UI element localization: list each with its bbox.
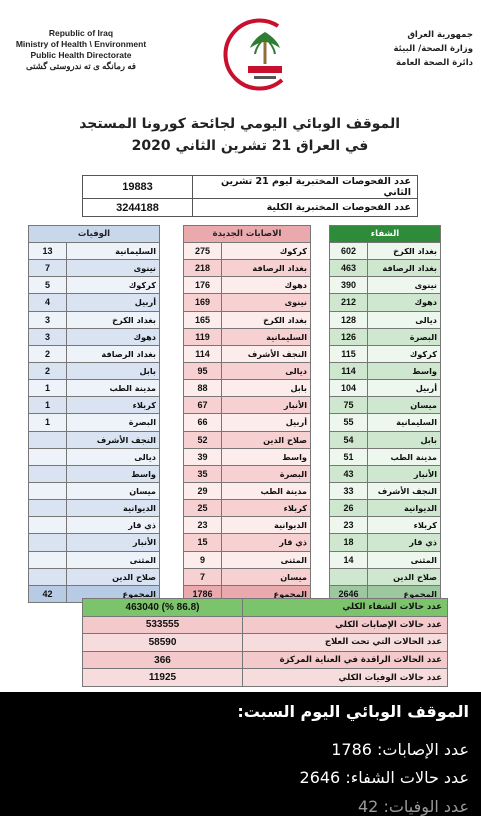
- recovered-place: بغداد الكرخ: [368, 243, 441, 260]
- deaths-row: [29, 534, 160, 551]
- deaths-row: [29, 551, 160, 568]
- new-cases-row: [184, 534, 311, 551]
- deaths-count: [29, 448, 67, 465]
- new-cases-count: 218: [184, 260, 222, 277]
- recovered-row: [330, 277, 441, 294]
- recovered-count: 55: [330, 414, 368, 431]
- recovered-place: البصرة: [368, 328, 441, 345]
- deaths-count: [29, 465, 67, 482]
- summary-row: [83, 669, 448, 687]
- new-cases-row: [184, 345, 311, 362]
- header-line: Public Health Directorate: [30, 50, 132, 60]
- recovered-count: 14: [330, 551, 368, 568]
- recovered-place: السليمانية: [368, 414, 441, 431]
- deaths-place: السليمانية: [67, 243, 160, 260]
- new-cases-total-value: 1786: [184, 585, 222, 602]
- recovered-place: ميسان: [368, 397, 441, 414]
- new-cases-row: [184, 311, 311, 328]
- deaths-row: [29, 243, 160, 260]
- summary-value: (86.8 %) 463040: [83, 599, 243, 617]
- header-line: دائرة الصحة العامة: [396, 58, 473, 68]
- new-cases-count: 114: [184, 345, 222, 362]
- deaths-place: بغداد الكرخ: [67, 311, 160, 328]
- deaths-row: [29, 431, 160, 448]
- recovered-count: 54: [330, 431, 368, 448]
- deaths-place: الأنبار: [67, 534, 160, 551]
- new-cases-count: 119: [184, 328, 222, 345]
- header-line: جمهورية العراق: [407, 30, 473, 40]
- deaths-count: [29, 534, 67, 551]
- deaths-row: [29, 465, 160, 482]
- new-cases-count: 275: [184, 243, 222, 260]
- deaths-row: [29, 277, 160, 294]
- recovered-row: [330, 551, 441, 568]
- report-title-line1: الموقف الوبائي اليومي لجائحة كورونا المستجد: [79, 116, 400, 132]
- header-line: فه رمانگه ی ته ندروستی گشتی: [26, 61, 136, 71]
- deaths-table: [28, 225, 160, 603]
- deaths-row: [29, 328, 160, 345]
- recovered-row: [330, 500, 441, 517]
- deaths-place: كركوك: [67, 277, 160, 294]
- deaths-count: 1: [29, 380, 67, 397]
- lab-tests-label: عدد الفحوصات المختبرية ليوم 21 تشرين الثاني: [193, 176, 418, 199]
- deaths-place: الديوانية: [67, 500, 160, 517]
- ministry-logo: [220, 18, 310, 90]
- deaths-total-label: المجموع: [67, 585, 160, 602]
- new-cases-row: [184, 380, 311, 397]
- summary-label: عدد حالات الإصابات الكلي: [243, 616, 448, 634]
- deaths-row: [29, 482, 160, 499]
- new-cases-row: [184, 294, 311, 311]
- lab-tests-value: 3244188: [83, 199, 193, 217]
- recovered-place: النجف الأشرف: [368, 482, 441, 499]
- new-cases-place: كركوك: [222, 243, 311, 260]
- new-cases-place: ميسان: [222, 568, 311, 585]
- caption-cases: عدد الإصابات: 1786: [331, 740, 469, 759]
- deaths-total-value: 42: [29, 585, 67, 602]
- deaths-place: ميسان: [67, 482, 160, 499]
- deaths-place: أربيل: [67, 294, 160, 311]
- deaths-header: الوفيات: [29, 226, 160, 243]
- deaths-place: واسط: [67, 465, 160, 482]
- deaths-place: دهوك: [67, 328, 160, 345]
- new-cases-count: 9: [184, 551, 222, 568]
- deaths-count: [29, 431, 67, 448]
- recovered-place: كركوك: [368, 345, 441, 362]
- deaths-count: 1: [29, 397, 67, 414]
- recovered-count: 212: [330, 294, 368, 311]
- deaths-row: [29, 448, 160, 465]
- new-cases-count: 25: [184, 500, 222, 517]
- new-cases-row: [184, 243, 311, 260]
- recovered-row: [330, 448, 441, 465]
- deaths-row: [29, 568, 160, 585]
- new-cases-count: 35: [184, 465, 222, 482]
- recovered-place: أربيل: [368, 380, 441, 397]
- deaths-count: 3: [29, 328, 67, 345]
- new-cases-place: نينوى: [222, 294, 311, 311]
- deaths-place: بابل: [67, 362, 160, 379]
- deaths-count: [29, 568, 67, 585]
- header-line: وزارة الصحة/ البيئة: [393, 44, 473, 54]
- new-cases-header: الاصابات الجديدة: [184, 226, 311, 243]
- deaths-count: 13: [29, 243, 67, 260]
- summary-row: [83, 599, 448, 617]
- recovered-count: 128: [330, 311, 368, 328]
- recovered-row: [330, 362, 441, 379]
- recovered-count: 126: [330, 328, 368, 345]
- summary-label: عدد حالات الشفاء الكلي: [243, 599, 448, 617]
- new-cases-place: ذي قار: [222, 534, 311, 551]
- deaths-row: [29, 362, 160, 379]
- recovered-place: الأنبار: [368, 465, 441, 482]
- new-cases-row: [184, 431, 311, 448]
- recovered-place: الديوانية: [368, 500, 441, 517]
- new-cases-row: [184, 517, 311, 534]
- new-cases-row: [184, 482, 311, 499]
- deaths-count: 2: [29, 362, 67, 379]
- recovered-row: [330, 397, 441, 414]
- recovered-place: المثنى: [368, 551, 441, 568]
- new-cases-count: 7: [184, 568, 222, 585]
- new-cases-place: بغداد الرصافة: [222, 260, 311, 277]
- header-english: [6, 28, 156, 72]
- deaths-row: [29, 517, 160, 534]
- new-cases-place: المثنى: [222, 551, 311, 568]
- lab-tests-table: [82, 175, 418, 217]
- deaths-count: 3: [29, 311, 67, 328]
- recovered-row: [330, 465, 441, 482]
- recovered-row: [330, 260, 441, 277]
- deaths-row: [29, 260, 160, 277]
- summary-row: [83, 651, 448, 669]
- header-arabic: [363, 28, 473, 70]
- summary-label: عدد الحالات التي تحت العلاج: [243, 634, 448, 652]
- new-cases-table: [183, 225, 311, 603]
- summary-label: عدد حالات الوفيات الكلي: [243, 669, 448, 687]
- header-line: Ministry of Health \ Environment: [15, 39, 147, 49]
- deaths-place: نينوى: [67, 260, 160, 277]
- recovered-count: 463: [330, 260, 368, 277]
- lab-tests-row: [83, 199, 418, 217]
- new-cases-row: [184, 500, 311, 517]
- new-cases-place: مدينة الطب: [222, 482, 311, 499]
- recovered-count: 43: [330, 465, 368, 482]
- recovered-row: [330, 568, 441, 585]
- deaths-row: [29, 500, 160, 517]
- lab-tests-value: 19883: [83, 176, 193, 199]
- new-cases-count: 39: [184, 448, 222, 465]
- recovered-total-value: 2646: [330, 585, 368, 602]
- recovered-place: واسط: [368, 362, 441, 379]
- deaths-place: المثنى: [67, 551, 160, 568]
- summary-value: 58590: [83, 634, 243, 652]
- summary-label: عدد الحالات الراقدة في العناية المركزة: [243, 651, 448, 669]
- deaths-count: [29, 482, 67, 499]
- recovered-place: ديالى: [368, 311, 441, 328]
- new-cases-count: 52: [184, 431, 222, 448]
- recovered-row: [330, 380, 441, 397]
- new-cases-count: 176: [184, 277, 222, 294]
- summary-table: [82, 598, 448, 687]
- recovered-count: 51: [330, 448, 368, 465]
- new-cases-place: صلاح الدين: [222, 431, 311, 448]
- recovered-row: [330, 243, 441, 260]
- summary-row: [83, 616, 448, 634]
- summary-value: 533555: [83, 616, 243, 634]
- new-cases-place: السليمانية: [222, 328, 311, 345]
- deaths-row: [29, 414, 160, 431]
- recovered-table: [329, 225, 441, 603]
- lab-tests-label: عدد الفحوصات المختبرية الكلية: [193, 199, 418, 217]
- summary-row: [83, 634, 448, 652]
- recovered-row: [330, 294, 441, 311]
- recovered-place: صلاح الدين: [368, 568, 441, 585]
- recovered-count: 75: [330, 397, 368, 414]
- new-cases-place: النجف الأشرف: [222, 345, 311, 362]
- recovered-count: 602: [330, 243, 368, 260]
- new-cases-row: [184, 277, 311, 294]
- summary-value: 366: [83, 651, 243, 669]
- deaths-count: [29, 500, 67, 517]
- deaths-place: ديالى: [67, 448, 160, 465]
- recovered-count: 18: [330, 534, 368, 551]
- recovered-row: [330, 345, 441, 362]
- new-cases-row: [184, 414, 311, 431]
- new-cases-count: 169: [184, 294, 222, 311]
- deaths-count: 4: [29, 294, 67, 311]
- recovered-row: [330, 328, 441, 345]
- new-cases-place: واسط: [222, 448, 311, 465]
- new-cases-place: الأنبار: [222, 397, 311, 414]
- recovered-total-label: المجموع: [368, 585, 441, 602]
- deaths-place: كربلاء: [67, 397, 160, 414]
- recovered-place: نينوى: [368, 277, 441, 294]
- new-cases-count: 67: [184, 397, 222, 414]
- deaths-count: [29, 551, 67, 568]
- new-cases-count: 95: [184, 362, 222, 379]
- summary-value: 11925: [83, 669, 243, 687]
- new-cases-count: 165: [184, 311, 222, 328]
- deaths-place: النجف الأشرف: [67, 431, 160, 448]
- new-cases-row: [184, 362, 311, 379]
- new-cases-count: 66: [184, 414, 222, 431]
- recovered-count: 114: [330, 362, 368, 379]
- new-cases-place: كربلاء: [222, 500, 311, 517]
- deaths-count: 5: [29, 277, 67, 294]
- new-cases-place: دهوك: [222, 277, 311, 294]
- new-cases-row: [184, 465, 311, 482]
- recovered-count: 26: [330, 500, 368, 517]
- recovered-count: 33: [330, 482, 368, 499]
- recovered-header: الشفاء: [330, 226, 441, 243]
- recovered-place: مدينة الطب: [368, 448, 441, 465]
- deaths-place: ذي قار: [67, 517, 160, 534]
- caption-heading: الموقف الوبائي اليوم السبت:: [237, 702, 469, 721]
- new-cases-count: 23: [184, 517, 222, 534]
- recovered-count: 115: [330, 345, 368, 362]
- new-cases-count: 88: [184, 380, 222, 397]
- new-cases-row: [184, 568, 311, 585]
- recovered-place: بابل: [368, 431, 441, 448]
- deaths-row: [29, 294, 160, 311]
- deaths-row: [29, 397, 160, 414]
- recovered-count: 390: [330, 277, 368, 294]
- recovered-count: [330, 568, 368, 585]
- report-title-line2: في العراق 21 تشرين الثاني 2020: [131, 138, 369, 154]
- recovered-count: 104: [330, 380, 368, 397]
- deaths-row: [29, 380, 160, 397]
- recovered-row: [330, 482, 441, 499]
- new-cases-place: البصرة: [222, 465, 311, 482]
- new-cases-row: [184, 448, 311, 465]
- new-cases-row: [184, 397, 311, 414]
- new-cases-place: أربيل: [222, 414, 311, 431]
- new-cases-total-label: المجموع: [222, 585, 311, 602]
- deaths-count: [29, 517, 67, 534]
- new-cases-row: [184, 551, 311, 568]
- deaths-count: 7: [29, 260, 67, 277]
- caption-recovered: عدد حالات الشفاء: 2646: [299, 768, 469, 787]
- recovered-place: بغداد الرصافة: [368, 260, 441, 277]
- deaths-place: صلاح الدين: [67, 568, 160, 585]
- recovered-row: [330, 534, 441, 551]
- new-cases-place: ديالى: [222, 362, 311, 379]
- new-cases-count: 29: [184, 482, 222, 499]
- new-cases-place: الديوانية: [222, 517, 311, 534]
- new-cases-place: بابل: [222, 380, 311, 397]
- recovered-count: 23: [330, 517, 368, 534]
- recovered-place: دهوك: [368, 294, 441, 311]
- recovered-place: كربلاء: [368, 517, 441, 534]
- deaths-count: 1: [29, 414, 67, 431]
- deaths-place: مدينة الطب: [67, 380, 160, 397]
- deaths-row: [29, 345, 160, 362]
- deaths-count: 2: [29, 345, 67, 362]
- new-cases-row: [184, 260, 311, 277]
- recovered-row: [330, 414, 441, 431]
- recovered-row: [330, 311, 441, 328]
- recovered-row: [330, 517, 441, 534]
- new-cases-place: بغداد الكرخ: [222, 311, 311, 328]
- lab-tests-row: [83, 176, 418, 199]
- caption-cut-line: عدد الوفيات: 42: [358, 797, 469, 816]
- new-cases-count: 15: [184, 534, 222, 551]
- recovered-row: [330, 431, 441, 448]
- deaths-place: بغداد الرصافة: [67, 345, 160, 362]
- header-line: Republic of Iraq: [48, 28, 114, 38]
- deaths-place: البصرة: [67, 414, 160, 431]
- recovered-place: ذي قار: [368, 534, 441, 551]
- new-cases-row: [184, 328, 311, 345]
- deaths-row: [29, 311, 160, 328]
